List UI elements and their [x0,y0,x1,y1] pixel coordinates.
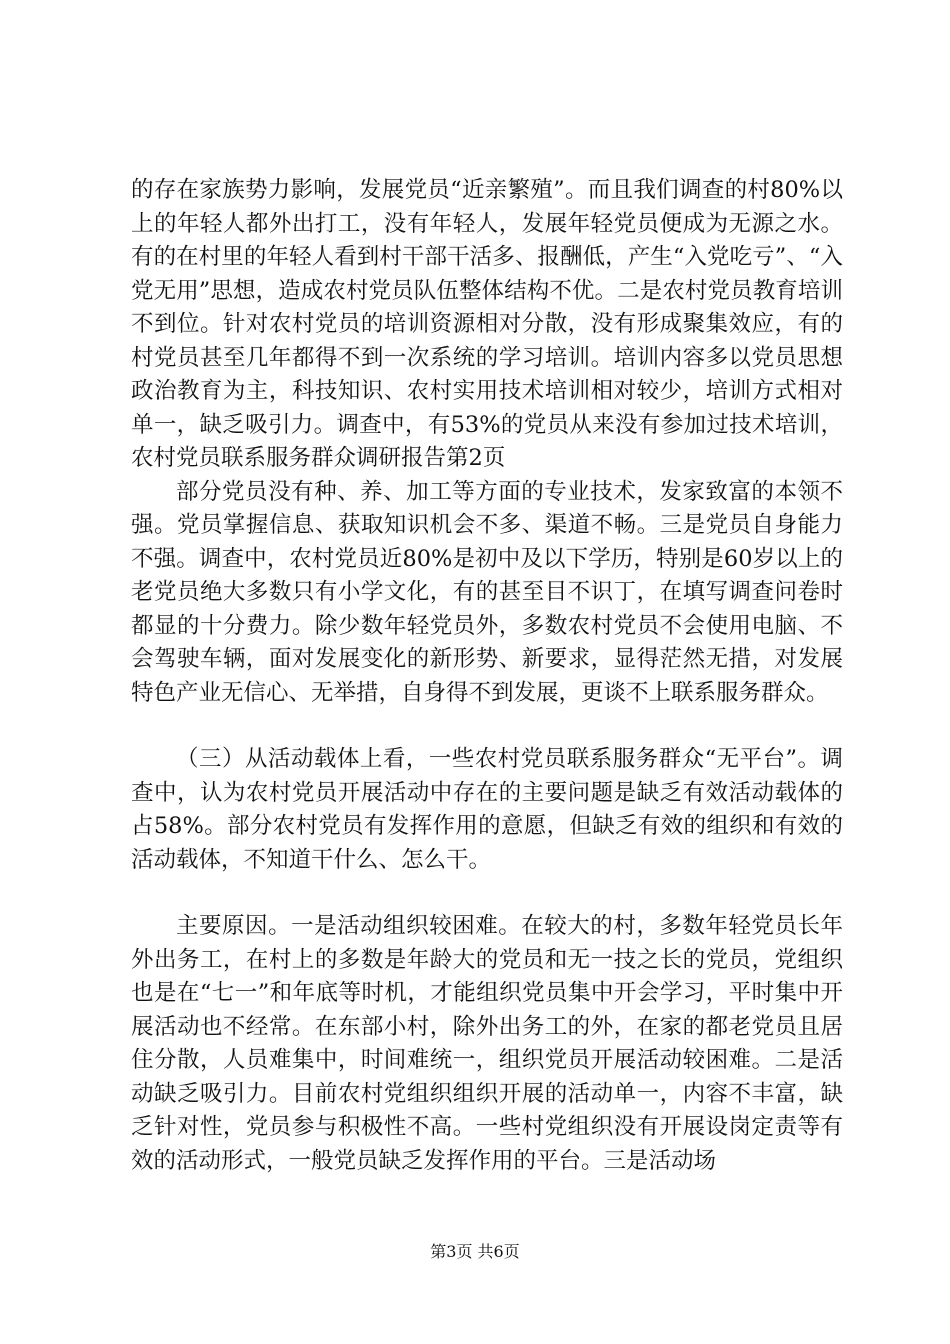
page-footer: 第3页 共6页 [430,1242,520,1261]
paragraph-skills: 部分党员没有种、养、加工等方面的专业技术，发家致富的本领不强。党员掌握信息、获取知识机会不多、渠道不畅。三是党员自身能力不强。调查中，农村党员近80%是初中及以下学历，特别是60岁以上的老党员绝大多数只有小学文化，有的甚至目不识丁，在填写调查问卷时都显的十分费力。除少数年轻党员外，多数农村党员不会使用电脑、不会驾驶车辆，面对发展变化的新形势、新要求，显得茫然无措，对发展特色产业无信心、无举措，自身得不到发展，更谈不上联系服务群众。 [131,478,843,706]
document-body [131,174,843,1178]
paragraph-continuation: 的存在家族势力影响，发展党员“近亲繁殖”。而且我们调查的村80%以上的年轻人都外出打工，没有年轻人，发展年轻党员便成为无源之水。有的在村里的年轻人看到村干部干活多、报酬低，产生“入党吃亏”、“入党无用”思想，造成农村党员队伍整体结构不优。二是农村党员教育培训不到位。针对农村党员的培训资源相对分散，没有形成聚集效应，有的村党员甚至几年都得不到一次系统的学习培训。培训内容多以党员思想政治教育为主，科技知识、农村实用技术培训相对较少，培训方式相对单一，缺乏吸引力。调查中，有53%的党员从来没有参加过技术培训，农村党员联系服务群众调研报告第2页 [131,177,843,471]
paragraph-main-reasons: 主要原因。一是活动组织较困难。在较大的村，多数年轻党员长年外出务工，在村上的多数是年龄大的党员和无一技之长的党员，党组织也是在“七一”和年底等时机，才能组织党员集中开会学习，平时集中开展活动也不经常。在东部小村，除外出务工的外，在家的都老党员且居住分散，人员难集中，时间难统一，组织党员开展活动较困难。二是活动缺乏吸引力。目前农村党组织组织开展的活动单一，内容不丰富，缺乏针对性，党员参与积极性不高。一些村党组织没有开展设岗定责等有效的活动形式，一般党员缺乏发挥作用的平台。三是活动场 [131,913,843,1174]
paragraph-section-three: （三）从活动载体上看，一些农村党员联系服务群众“无平台”。调查中，认为农村党员开展活动中存在的主要问题是缺乏有效活动载体的占58%。部分农村党员有发挥作用的意愿，但缺乏有效的组织和有效的活动载体，不知道干什么、怎么干。 [131,746,843,873]
